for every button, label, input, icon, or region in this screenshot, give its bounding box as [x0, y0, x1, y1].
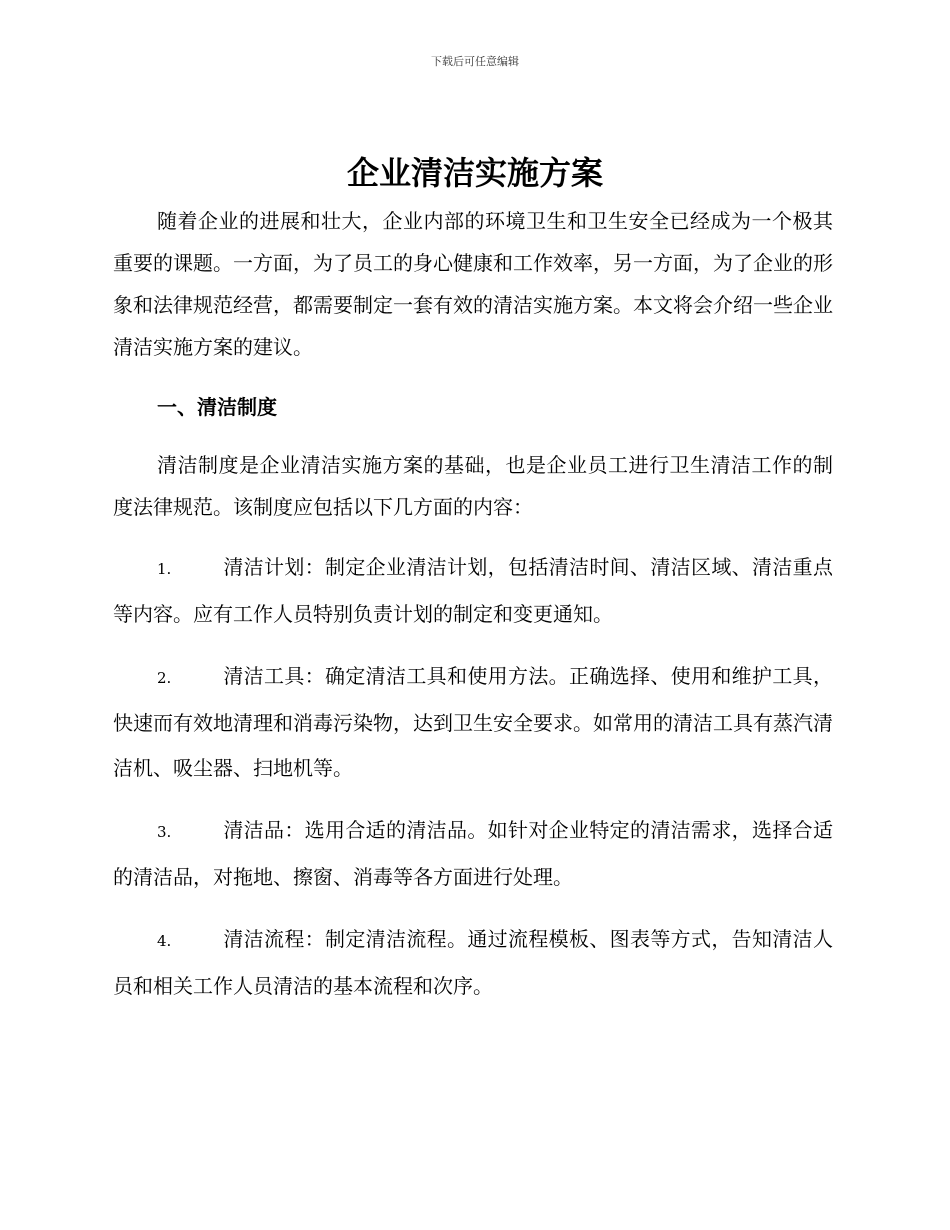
- list-item: [113, 917, 833, 1009]
- list-item: [113, 808, 833, 900]
- document-body: [113, 200, 833, 1009]
- section-paragraph: 清洁制度是企业清洁实施方案的基础，也是企业员工进行卫生清洁工作的制度法律规范。该制度应包括以下几方面的内容：: [113, 453, 833, 519]
- list-item-text: 清洁工具：确定清洁工具和使用方法。正确选择、使用和维护工具，快速而有效地清理和消毒污染物，达到卫生安全要求。如常用的清洁工具有蒸汽清洁机、吸尘器、扫地机等。: [113, 664, 833, 780]
- header-note: 下载后可任意编辑: [431, 55, 519, 68]
- list-item: [113, 545, 833, 637]
- list-item-text: 清洁品：选用合适的清洁品。如针对企业特定的清洁需求，选择合适的清洁品，对拖地、擦窗、消毒等各方面进行处理。: [113, 818, 833, 889]
- list-item-number: 3.: [157, 823, 172, 841]
- document-title: 企业清洁实施方案: [346, 154, 603, 192]
- list-item-text: 清洁计划：制定企业清洁计划，包括清洁时间、清洁区域、清洁重点等内容。应有工作人员特别负责计划的制定和变更通知。: [113, 555, 833, 626]
- intro-paragraph: 随着企业的进展和壮大，企业内部的环境卫生和卫生安全已经成为一个极其重要的课题。一方面，为了员工的身心健康和工作效率，另一方面，为了企业的形象和法律规范经营，都需要制定一套有效的清洁实施方案。本文将会介绍一些企业清洁实施方案的建议。: [113, 209, 833, 359]
- list-item-number: 4.: [157, 932, 172, 950]
- section-heading: 一、清洁制度: [157, 395, 277, 419]
- list-item-number: 1.: [157, 560, 172, 578]
- list-item: [113, 654, 833, 791]
- list-item-number: 2.: [157, 669, 172, 687]
- list-item-text: 清洁流程：制定清洁流程。通过流程模板、图表等方式，告知清洁人员和相关工作人员清洁的基本流程和次序。: [113, 927, 833, 998]
